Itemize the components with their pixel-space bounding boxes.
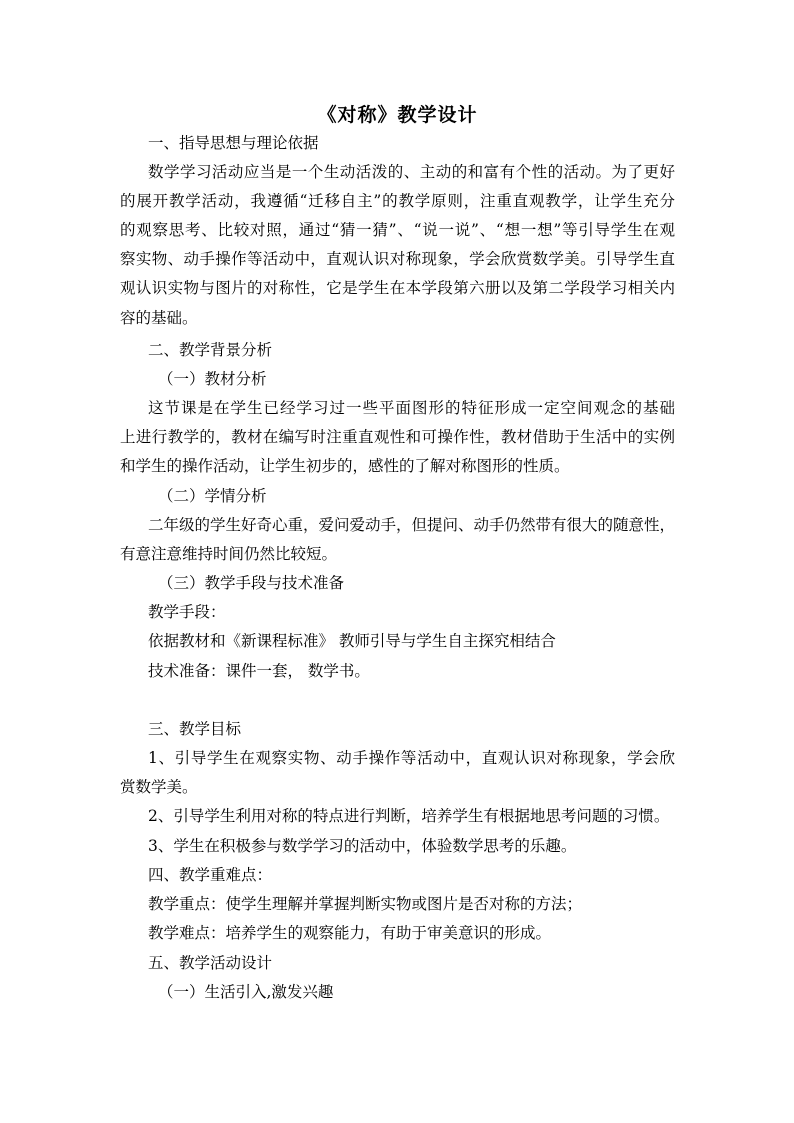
document-title: 《对称》教学设计 bbox=[317, 104, 478, 126]
subsection-heading: （一）生活引入,激发兴趣 bbox=[158, 983, 334, 1001]
paragraph-line: 察实物、动手操作等活动中，直观认识对称现象，学会欣赏数学美。引导学生直 bbox=[120, 250, 675, 268]
subsection-heading: （二）学情分析 bbox=[158, 487, 267, 505]
paragraph-line: 观认识实物与图片的对称性，它是学生在本学段第六册以及第二学段学习相关内 bbox=[120, 279, 675, 297]
paragraph-line: 教学难点：培养学生的观察能力，有助于审美意识的形成。 bbox=[148, 924, 552, 942]
paragraph-line: 技术准备：课件一套， 数学书。 bbox=[148, 662, 370, 680]
paragraph-line: 赏数学美。 bbox=[120, 778, 198, 796]
paragraph-line: 这节课是在学生已经学习过一些平面图形的特征形成一定空间观念的基础 bbox=[148, 399, 675, 417]
section-heading-2: 二、教学背景分析 bbox=[148, 341, 273, 359]
section-heading-1: 一、指导思想与理论依据 bbox=[148, 134, 319, 152]
paragraph-line: 二年级的学生好奇心重，爱问爱动手，但提问、动手仍然带有很大的随意性， bbox=[148, 516, 676, 534]
paragraph-line: 教学重点：使学生理解并掌握判断实物或图片是否对称的方法； bbox=[148, 895, 583, 913]
paragraph-line: 1、引导学生在观察实物、动手操作等活动中，直观认识对称现象，学会欣 bbox=[148, 749, 675, 767]
section-heading-5: 五、教学活动设计 bbox=[148, 954, 273, 972]
paragraph-line: 3、学生在积极参与数学学习的活动中，体验数学思考的乐趣。 bbox=[148, 837, 577, 855]
paragraph-line: 的观察思考、比较对照，通过“猜一猜”、“说一说”、“想一想”等引导学生在观 bbox=[120, 221, 675, 239]
paragraph-line: 上进行教学的，教材在编写时注重直观性和可操作性，教材借助于生活中的实例 bbox=[120, 428, 675, 446]
document-page bbox=[120, 0, 675, 1123]
paragraph-line: 有意注意维持时间仍然比较短。 bbox=[120, 545, 338, 563]
paragraph-line: 容的基础。 bbox=[120, 309, 198, 327]
paragraph-line: 数学学习活动应当是一个生动活泼的、主动的和富有个性的活动。为了更好 bbox=[148, 163, 675, 181]
section-heading-4: 四、教学重难点： bbox=[148, 866, 273, 884]
paragraph-line: 和学生的操作活动，让学生初步的，感性的了解对称图形的性质。 bbox=[120, 457, 570, 475]
section-heading-3: 三、教学目标 bbox=[148, 720, 242, 738]
paragraph-line: 2、引导学生利用对称的特点进行判断，培养学生有根据地思考问题的习惯。 bbox=[148, 807, 670, 825]
paragraph-line: 的展开教学活动，我遵循“迁移自主”的教学原则，注重直观教学，让学生充分 bbox=[120, 192, 675, 210]
subsection-heading: （一）教材分析 bbox=[158, 370, 267, 388]
paragraph-line: 教学手段： bbox=[148, 603, 226, 621]
subsection-heading: （三）教学手段与技术准备 bbox=[158, 574, 345, 592]
paragraph-line: 依据教材和《新课程标准》 教师引导与学生自主探究相结合 bbox=[148, 632, 556, 650]
